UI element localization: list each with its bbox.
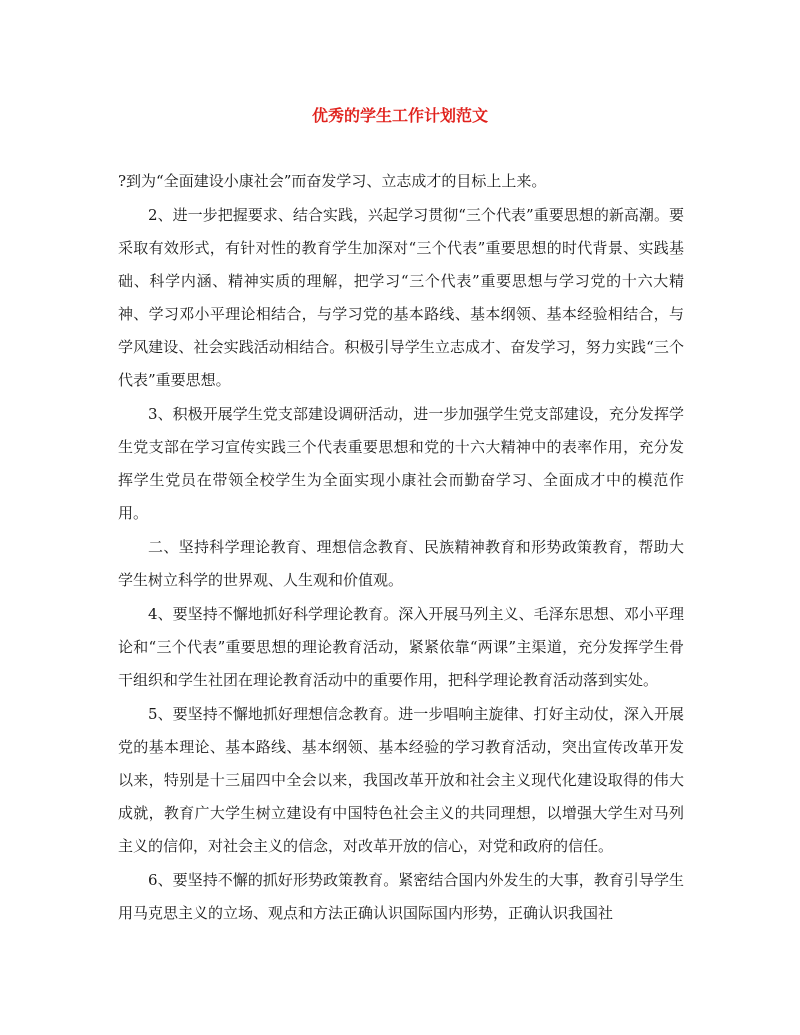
paragraph-3: 二、坚持科学理论教育、理想信念教育、民族精神教育和形势政策教育，帮助大学生树立科学的世界观、人生观和价值观。 bbox=[118, 538, 684, 589]
paragraph-4: 4、要坚持不懈地抓好科学理论教育。深入开展马列主义、毛泽东思想、邓小平理论和“三个代表”重要思想的理论教育活动，紧紧依靠“两课”主渠道，充分发挥学生骨干组织和学生社团在理论教育活动中的重要作用，把科学理论教育活动落到实处。 bbox=[118, 605, 684, 689]
document-body bbox=[118, 165, 684, 931]
paragraph-1: 2、进一步把握要求、结合实践，兴起学习贯彻“三个代表”重要思想的新高潮。要采取有效形式，有针对性的教育学生加深对“三个代表”重要思想的时代背景、实践基础、科学内涵、精神实质的理解，把学习“三个代表”重要思想与学习党的十六大精神、学习邓小平理论相结合，与学习党的基本路线、基本纲领、基本经验相结合，与学风建设、社会实践活动相结合。积极引导学生立志成才、奋发学习，努力实践“三个代表”重要思想。 bbox=[118, 206, 684, 389]
paragraph-2: 3、积极开展学生党支部建设调研活动，进一步加强学生党支部建设，充分发挥学生党支部在学习宣传实践三个代表重要思想和党的十六大精神中的表率作用，充分发挥学生党员在带领全校学生为全面实现小康社会而勤奋学习、全面成才中的模范作用。 bbox=[118, 405, 684, 522]
paragraph-0: ?到为“全面建设小康社会”而奋发学习、立志成才的目标上上来。 bbox=[118, 172, 547, 190]
paragraph-6: 6、要坚持不懈的抓好形势政策教育。紧密结合国内外发生的大事，教育引导学生用马克思主义的立场、观点和方法正确认识国际国内形势，正确认识我国社 bbox=[118, 871, 684, 922]
paragraph-5: 5、要坚持不懈地抓好理想信念教育。进一步唱响主旋律、打好主动仗，深入开展党的基本理论、基本路线、基本纲领、基本经验的学习教育活动，突出宣传改革开发以来，特别是十三届四中全会以来，我国改革开放和社会主义现代化建设取得的伟大成就，教育广大学生树立建设有中国特色社会主义的共同理想，以增强大学生对马列主义的信仰，对社会主义的信念，对改革开放的信心，对党和政府的信任。 bbox=[118, 705, 684, 855]
document-title: 优秀的学生工作计划范文 bbox=[311, 106, 488, 125]
